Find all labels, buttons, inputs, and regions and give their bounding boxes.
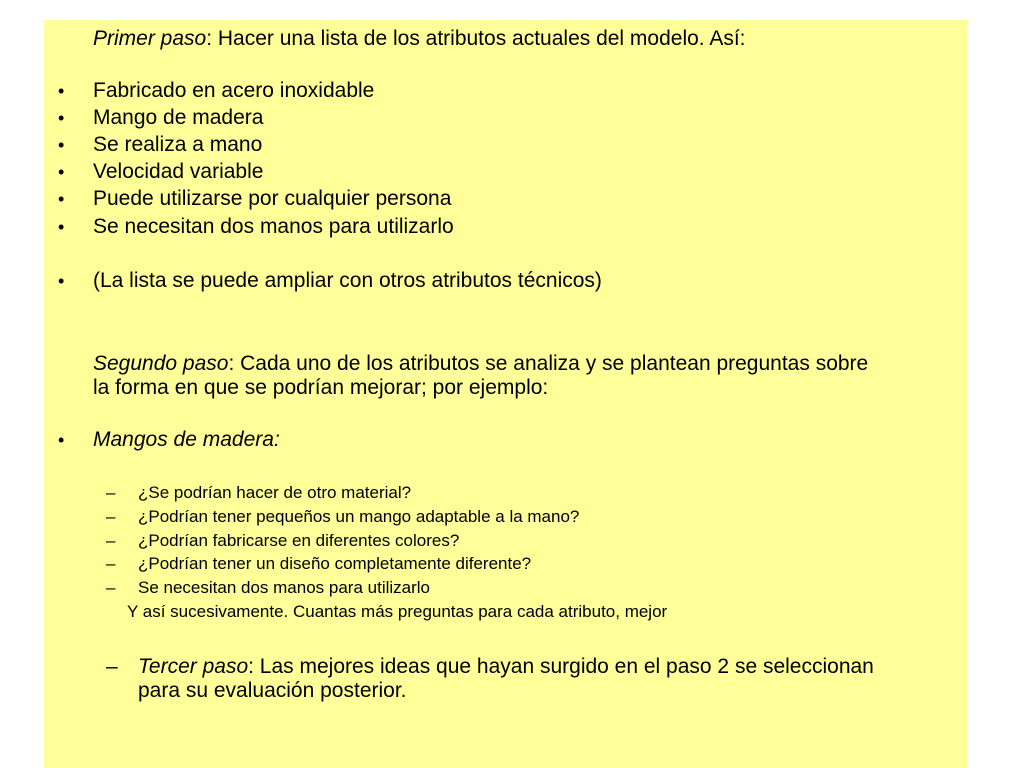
bullet-icon: • (58, 217, 65, 237)
step3-paragraph-line1 (138, 656, 874, 677)
dash-icon: – (106, 578, 116, 597)
step1-paragraph (93, 28, 746, 49)
attribute-text: Mango de madera (93, 106, 264, 129)
step3-text-line2: para su evaluación posterior. (138, 679, 407, 702)
attribute-text: Se necesitan dos manos para utilizarlo (93, 215, 454, 238)
bullet-icon: • (58, 135, 65, 155)
step2-paragraph-line1 (93, 353, 868, 374)
step2-label: Segundo paso (93, 352, 229, 375)
dash-icon: – (106, 554, 116, 573)
question-text: Se necesitan dos manos para utilizarlo (138, 578, 430, 597)
step1-text: : Hacer una lista de los atributos actuales del modelo. Así: (206, 27, 746, 50)
question-text: ¿Podrían tener pequeños un mango adaptable a la mano? (138, 507, 580, 526)
step3-label: Tercer paso (138, 655, 249, 678)
step1-label: Primer paso (93, 27, 207, 50)
handles-heading: Mangos de madera: (93, 428, 280, 451)
bullet-icon: • (58, 81, 65, 101)
bullet-icon: • (58, 189, 65, 209)
dash-icon: – (106, 483, 116, 502)
question-text: ¿Podrían fabricarse en diferentes colores? (138, 531, 460, 550)
dash-icon: – (106, 507, 116, 526)
bullet-icon: • (58, 271, 65, 291)
attribute-text: Velocidad variable (93, 160, 264, 183)
dash-icon: – (106, 655, 118, 678)
step2-text-line2: la forma en que se podrían mejorar; por ejemplo: (93, 376, 549, 399)
question-text: ¿Se podrían hacer de otro material? (138, 483, 412, 502)
bullet-icon: • (58, 108, 65, 128)
step2-text-line1: : Cada uno de los atributos se analiza y se plantean preguntas sobre (228, 352, 869, 375)
attribute-text: Se realiza a mano (93, 133, 263, 156)
attribute-text: Fabricado en acero inoxidable (93, 79, 375, 102)
step3-text-line1: : Las mejores ideas que hayan surgido en el paso 2 se seleccionan (248, 655, 874, 678)
question-text: ¿Podrían tener un diseño completamente diferente? (138, 554, 532, 573)
dash-icon: – (106, 531, 116, 550)
attributes-note: (La lista se puede ampliar con otros atributos técnicos) (93, 269, 602, 292)
questions-note: Y así sucesivamente. Cuantas más preguntas para cada atributo, mejor (127, 602, 668, 621)
bullet-icon: • (58, 162, 65, 182)
attribute-text: Puede utilizarse por cualquier persona (93, 187, 452, 210)
bullet-icon: • (58, 430, 65, 450)
